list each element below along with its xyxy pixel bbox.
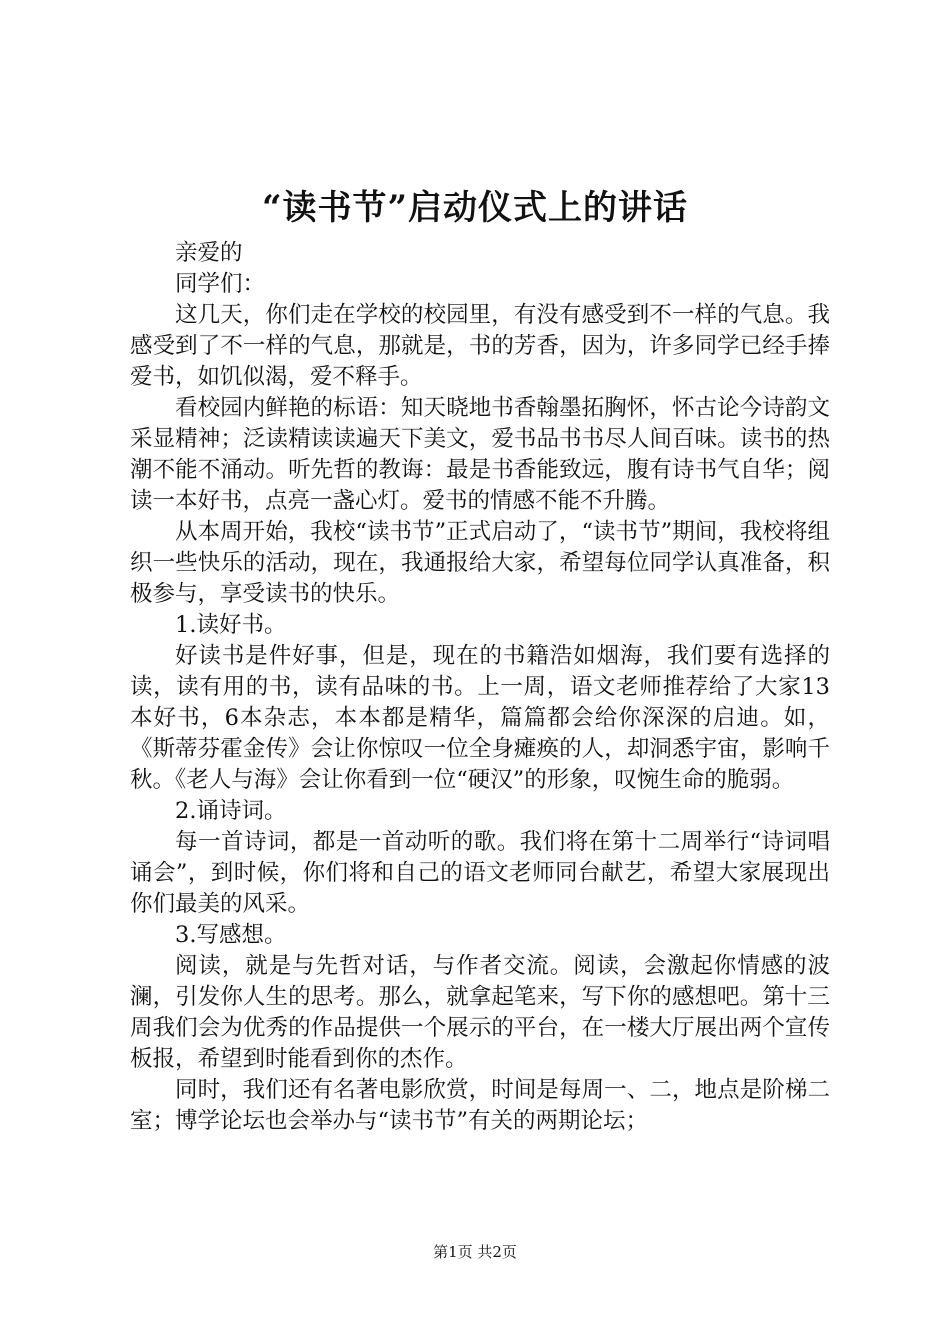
document-title: “读书节”启动仪式上的讲话 <box>261 188 689 228</box>
paragraph: 每一首诗词，都是一首动听的歌。我们将在第十二周举行“诗词唱诵会”，到时候，你们将和自己的语文老师同台献艺，希望大家展现出你们最美的风采。 <box>130 829 830 917</box>
section-heading: 1.读好书。 <box>175 612 287 638</box>
paragraph: 看校园内鲜艳的标语：知天晓地书香翰墨拓胸怀，怀古论今诗韵文采显精神；泛读精读读遍天下美文，爱书品书书尽人间百味。读书的热潮不能不涌动。听先哲的教诲：最是书香能致远，腹有诗书气自华；阅读一本好书，点亮一盏心灯。爱书的情感不能不升腾。 <box>130 395 830 514</box>
paragraph: 同时，我们还有名著电影欣赏，时间是每周一、二，地点是阶梯二室；博学论坛也会举办与“读书节”有关的两期论坛； <box>130 1077 830 1134</box>
paragraph: 这几天，你们走在学校的校园里，有没有感受到不一样的气息。我感受到了不一样的气息，那就是，书的芳香，因为，许多同学已经手捧爱书，如饥似渴，爱不释手。 <box>130 302 830 390</box>
paragraph: 好读书是件好事，但是，现在的书籍浩如烟海，我们要有选择的读，读有用的书，读有品味的书。上一周，语文老师推荐给了大家13本好书，6本杂志，本本都是精华，篇篇都会给你深深的启迪。如，《斯蒂芬霍金传》会让你惊叹一位全身瘫痪的人，却洞悉宇宙，影响千秋。《老人与海》会让你看到一位“硬汉”的形象，叹惋生命的脆弱。 <box>130 643 830 793</box>
paragraph: 阅读，就是与先哲对话，与作者交流。阅读，会激起你情感的波澜，引发你人生的思考。那么，就拿起笔来，写下你的感想吧。第十三周我们会为优秀的作品提供一个展示的平台，在一楼大厅展出两个宣传板报，希望到时能看到你的杰作。 <box>130 953 830 1072</box>
section-heading: 3.写感想。 <box>175 922 287 948</box>
paragraph-greeting-2: 同学们： <box>175 271 266 297</box>
document-body <box>130 238 830 1137</box>
page-number-footer: 第1页 共2页 <box>433 1243 517 1261</box>
paragraph: 从本周开始，我校“读书节”正式启动了，“读书节”期间，我校将组织一些快乐的活动，现在，我通报给大家，希望每位同学认真准备，积极参与，享受读书的快乐。 <box>130 519 830 607</box>
paragraph-greeting-1: 亲爱的 <box>175 240 243 266</box>
section-heading: 2.诵诗词。 <box>175 798 287 824</box>
